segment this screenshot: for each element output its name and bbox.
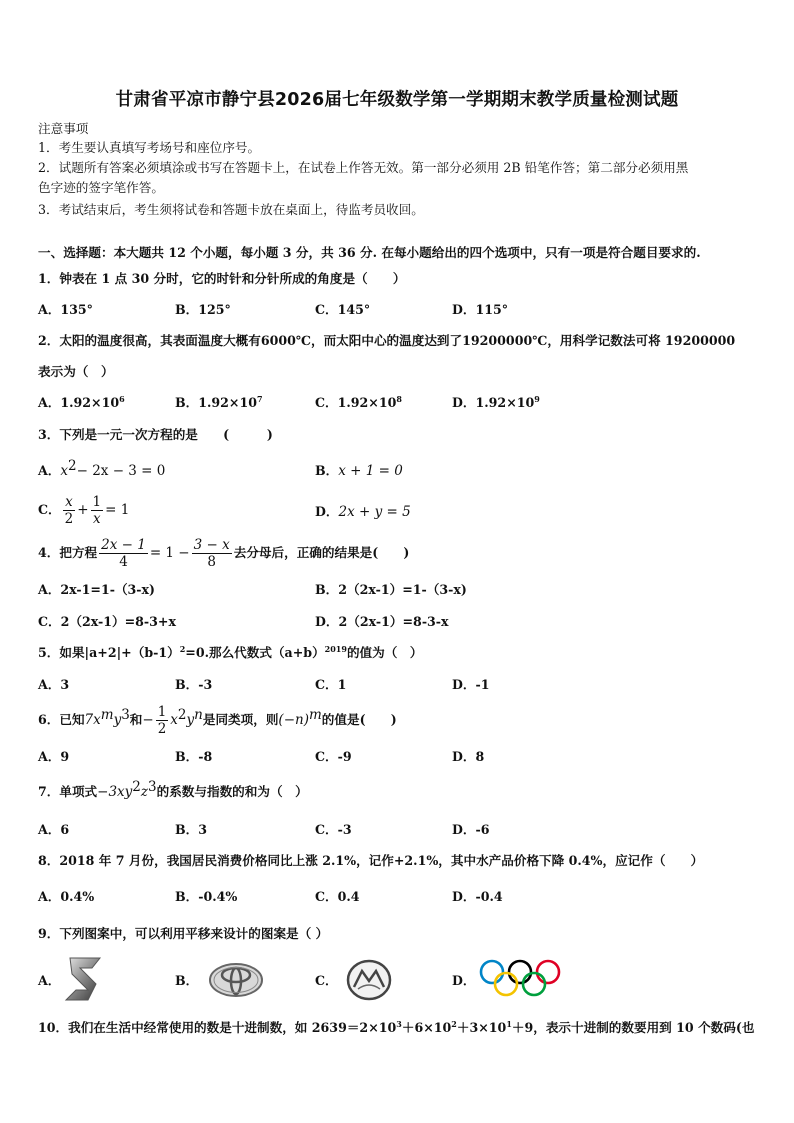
q2-option-c: C．$1.92\times 10^8$ (315, 393, 402, 410)
q7-option-a: A．6 (38, 822, 70, 837)
page-title: 甘肃省平凉市静宁县2026届七年级数学第一学期期末教学质量检测试题 (115, 90, 679, 110)
question-2-stem: 2．太阳的温度很高，其表面温度大概有6000℃，而太阳中心的温度达到了19200000℃，用科学记数法可将 19200000 (38, 333, 736, 348)
question-2-stem-cont: 表示为（ ） (38, 364, 114, 379)
question-8-stem: 8．2018 年 7 月份，我国居民消费价格同比上涨 2.1%，记作+2.1%，其中水产品价格下降 0.4%，应记作（ ） (38, 853, 704, 868)
q5-option-b: B．-3 (175, 677, 213, 692)
q1-option-a: A．135° (38, 302, 93, 317)
section-heading: 一、选择题：本大题共 12 个小题，每小题 3 分，共 36 分. 在每小题给出的四个选项中，只有一项是符合题目要求的. (38, 245, 701, 260)
ring-red (537, 961, 559, 983)
q7-option-d: D．-6 (452, 822, 490, 837)
q8-option-c: C．0.4 (315, 889, 360, 904)
q8-option-d: D．-0.4 (452, 889, 503, 904)
q3-option-b: B．x + 1 = 0 (315, 463, 403, 479)
q2-option-b: B．$1.92\times 10^7$ (175, 393, 263, 410)
q1-option-c: C．145° (315, 302, 371, 317)
q9-option-d: D． (452, 973, 476, 988)
toyota-logo-icon (208, 962, 264, 998)
question-1-stem: 1．钟表在 1 点 30 分时，它的时针和分针所成的角度是（ ） (38, 271, 406, 286)
notice-item-2: 2．试题所有答案必须填涂或书写在答题卡上，在试卷上作答无效。第一部分必须用 2B 铅笔作答；第二部分必须用黑 (38, 160, 689, 175)
q5-option-c: C．1 (315, 677, 347, 692)
q4-option-b: B．2（2x-1）=1-（3-x) (315, 582, 467, 597)
q6-option-c: C．-9 (315, 749, 352, 764)
olympic-rings-icon (478, 959, 562, 999)
q7-option-b: B．3 (175, 822, 208, 837)
q6-option-d: D．8 (452, 749, 485, 764)
q5-option-a: A．3 (38, 677, 70, 692)
q7-option-c: C．-3 (315, 822, 352, 837)
question-5-stem: 5．如果$|a+2|+(b-1)^2=0$.那么代数式$(a+b)^{2019}$的值为（ ） (38, 643, 423, 660)
mazda-logo-icon (346, 959, 392, 1001)
ring-yellow (495, 973, 517, 995)
ring-black (509, 961, 531, 983)
q9-option-b: B． (175, 973, 199, 988)
q8-option-a: A．0.4% (38, 889, 95, 904)
q5-option-d: D．-1 (452, 677, 490, 692)
q3-option-c: C． $\frac{x}{2}$ + $\frac{1}{x}$ = 1 (38, 494, 130, 527)
notice-item-1: 1．考生要认真填写考场号和座位序号。 (38, 140, 261, 155)
notice-heading: 注意事项 (38, 121, 89, 136)
q4-option-d: D．2（2x-1）=8-3-x (315, 614, 449, 629)
q3-option-a: A．$x^2- 2x - 3 = 0$ (38, 457, 166, 479)
q9-option-a: A． (38, 973, 61, 988)
q6-option-b: B．-8 (175, 749, 213, 764)
q4-option-a: A．2x-1=1-（3-x) (38, 582, 155, 597)
q3-option-d: D．2x + y = 5 (315, 504, 411, 520)
s-logo-icon (62, 954, 108, 1004)
q1-option-b: B．125° (175, 302, 231, 317)
question-3-stem: 3．下列是一元一次方程的是 ( ) (38, 427, 273, 442)
question-6-stem: 6．已知$7x^my^3$和− $\frac{1}{2}$ $x^2y^n$是同类项，则$(-n)^m$的值是( ) (38, 704, 397, 737)
q9-option-c: C． (315, 973, 338, 988)
q2-option-d: D．$1.92\times 10^9$ (452, 393, 540, 410)
question-9-stem: 9．下列图案中，可以利用平移来设计的图案是（ ） (38, 926, 329, 941)
ring-blue (481, 961, 503, 983)
q1-option-d: D．115° (452, 302, 509, 317)
question-10-stem: 10．我们在生活中经常使用的数是十进制数，如 $2639=2\times 10^3+6\times 10^2+3\times 10^1+9$，表示十进制的数要用到 10 个数码(也 (38, 1018, 755, 1035)
question-4-stem: 4．把方程 $\frac{2x - 1}{4}$ = 1 − $\frac{3 - x}{8}$ 去分母后，正确的结果是( ) (38, 537, 410, 570)
q8-option-b: B．-0.4% (175, 889, 238, 904)
q4-option-c: C．2（2x-1）=8-3+x (38, 614, 176, 629)
notice-item-2-cont: 色字迹的签字笔作答。 (38, 180, 164, 195)
ring-green (523, 973, 545, 995)
q2-option-a: A．$1.92\times 10^6$ (38, 393, 125, 410)
question-7-stem: 7．单项式$-3xy^2z^3$的系数与指数的和为（ ） (38, 778, 308, 800)
notice-item-3: 3．考试结束后，考生须将试卷和答题卡放在桌面上，待监考员收回。 (38, 202, 424, 217)
q6-option-a: A．9 (38, 749, 70, 764)
